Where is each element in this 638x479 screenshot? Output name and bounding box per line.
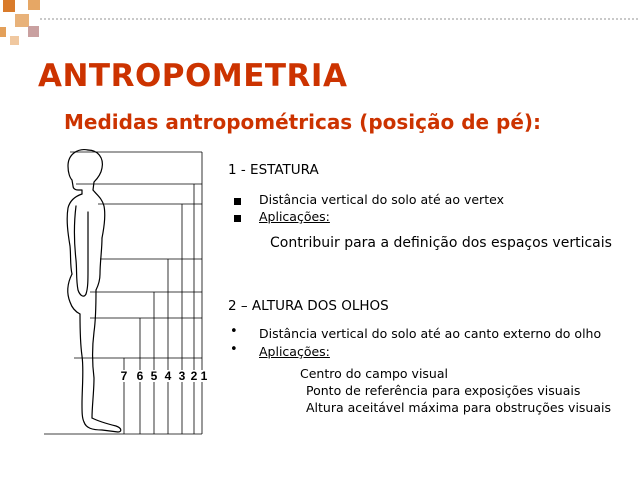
scale-number: 6: [136, 369, 144, 383]
bullet-text: Distância vertical do solo até ao canto externo do olho: [259, 326, 602, 341]
decor-square: [28, 0, 40, 10]
dot-bullet-icon: •: [230, 324, 238, 339]
scale-number: 1: [200, 369, 208, 383]
application-detail: Altura aceitável máxima para obstruções visuais: [306, 400, 611, 415]
decor-square: [28, 26, 39, 37]
bullet-text-applications: Aplicações:: [259, 209, 330, 224]
bullet-text-applications: Aplicações:: [259, 344, 330, 359]
scale-number: 5: [150, 369, 158, 383]
decor-dotted-line: [40, 18, 638, 20]
application-detail: Ponto de referência para exposições visuais: [306, 383, 581, 398]
bullet-text: Distância vertical do solo até ao vertex: [259, 192, 504, 207]
application-detail: Contribuir para a definição dos espaços verticais: [270, 235, 612, 251]
decor-square: [15, 14, 29, 27]
scale-number: 4: [164, 369, 172, 383]
decor-square: [10, 36, 19, 45]
scale-number: 2: [190, 369, 198, 383]
square-bullet-icon: [234, 198, 241, 205]
decor-square: [0, 27, 6, 37]
scale-number: 3: [178, 369, 186, 383]
square-bullet-icon: [234, 215, 241, 222]
slide-title: ANTROPOMETRIA: [38, 58, 348, 94]
section-heading-altura-olhos: 2 – ALTURA DOS OLHOS: [228, 298, 389, 314]
scale-number: 7: [120, 369, 128, 383]
decor-square: [3, 0, 15, 12]
dot-bullet-icon: •: [230, 342, 238, 357]
application-detail: Centro do campo visual: [300, 366, 448, 381]
slide-subtitle: Medidas antropométricas (posição de pé):: [64, 110, 542, 134]
section-heading-estatura: 1 - ESTATURA: [228, 162, 319, 178]
human-figure-diagram: [30, 142, 218, 442]
